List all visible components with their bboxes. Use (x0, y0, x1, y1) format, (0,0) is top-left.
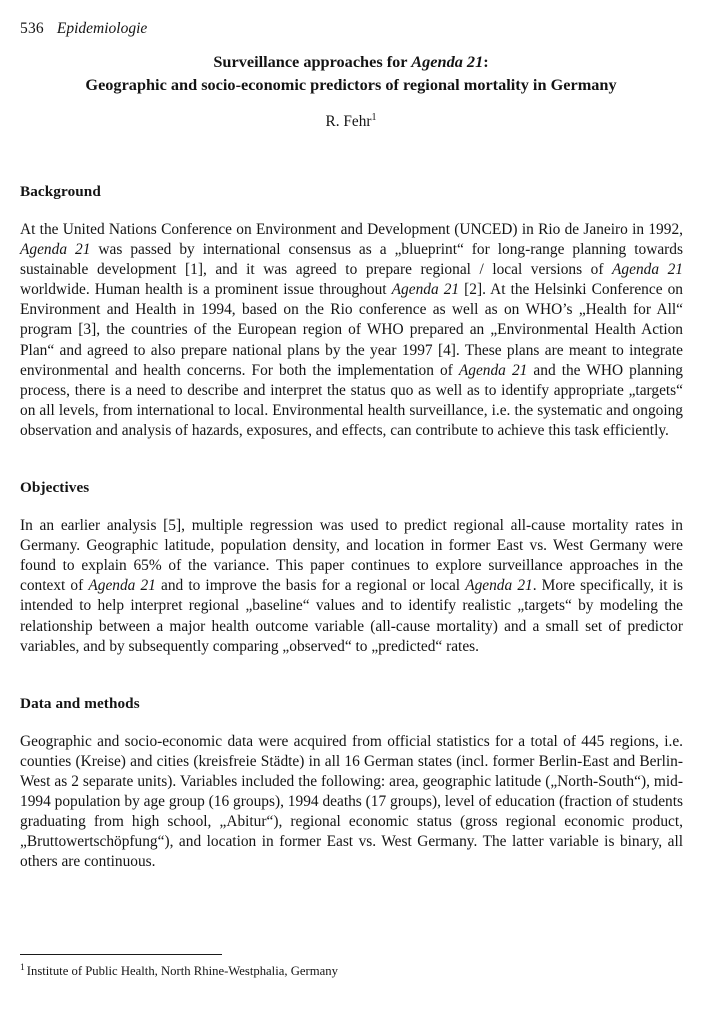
spacer (20, 657, 683, 694)
article-title-line-1-italic: Agenda 21 (411, 52, 484, 71)
article-title-line-1 (20, 50, 682, 73)
footnote (20, 963, 620, 980)
section-heading-objectives: Objectives (20, 479, 90, 497)
body-column (20, 182, 683, 872)
footnote-text: Institute of Public Health, North Rhine-Westphalia, Germany (26, 964, 338, 978)
spacer (20, 498, 683, 516)
author-name: R. Fehr (325, 113, 372, 130)
page-number: 536 (20, 20, 44, 37)
section-heading-background: Background (20, 183, 101, 200)
journal-name: Epidemiologie (56, 20, 148, 37)
footnote-separator-rule (20, 954, 222, 955)
article-title-line-1-prefix: Surveillance approaches for (213, 52, 412, 71)
section-paragraph-background: At the United Nations Conference on Environment and Development (UNCED) in Rio de Janeiro in 1992, Agenda 21 was passed by international consensus as a „blueprint“ for long-range planning towards sustainable development [1], and it was agreed to prepare regional / local versions of Agenda 21 worldwide. Human health is a prominent issue throughout Agenda 21 [2]. At the Helsinki Conference on Environment and Health in 1994, based on the Rio conference as well as on WHO’s „Health for All“ program [3], the countries of the European region of WHO prepared an „Environmental Health Action Plan“ and agreed to also prepare national plans by the year 1997 [4]. These plans are meant to integrate environmental and health concerns. For both the implementation of Agenda 21 and the WHO planning process, there is a need to describe and interpret the status quo as well as to identify appropriate „targets“ on all levels, from international to local. Environmental health surveillance, i.e. the systematic and ongoing observation and analysis of hazards, exposures, and effects, can contribute to achieve this task efficiently. (20, 221, 683, 439)
section-paragraph-objectives: In an earlier analysis [5], multiple regression was used to predict regional all-cause mortality rates in Germany. Geographic latitude, population density, and location in former East vs. West Germany were found to explain 65% of the variance. This paper continues to explore surveillance approaches in the context of Agenda 21 and to improve the basis for a regional or local Agenda 21. More specifically, it is intended to help interpret regional „baseline“ values and to identify realistic „targets“ by modeling the relationship between a major health outcome variable (all-cause mortality) and a small set of predictor variables, and by subsequently comparing „observed“ to „predicted“ rates. (20, 517, 683, 655)
spacer (20, 441, 683, 478)
author-line (20, 112, 682, 132)
article-title (20, 50, 682, 96)
section-paragraph-data-and-methods: Geographic and socio-economic data were acquired from official statistics for a total of 445 regions, i.e. counties (Kreise) and cities (kreisfreie Städte) in all 16 German states (incl. former Berlin-East and Berlin-West as 2 separate units). Variables included the following: area, geographic latitude („North-South“), mid-1994 population by age group (16 groups), 1994 deaths (17 groups), level of education (fraction of students graduating from high school, „Abitur“), regional economic status (gross regional economic product, „Bruttowertschöpfung“), and location in former East vs. West Germany. The latter variable is binary, all others are continuous. (20, 732, 683, 871)
spacer (20, 202, 683, 220)
footnote-marker: 1 (20, 962, 25, 973)
running-head (20, 19, 147, 39)
author-footnote-marker: 1 (371, 111, 377, 123)
article-title-line-2: Geographic and socio-economic predictors of regional mortality in Germany (85, 75, 617, 94)
article-title-line-1-suffix: : (483, 52, 489, 71)
spacer (20, 714, 683, 732)
section-heading-data-and-methods: Data and methods (20, 694, 140, 712)
